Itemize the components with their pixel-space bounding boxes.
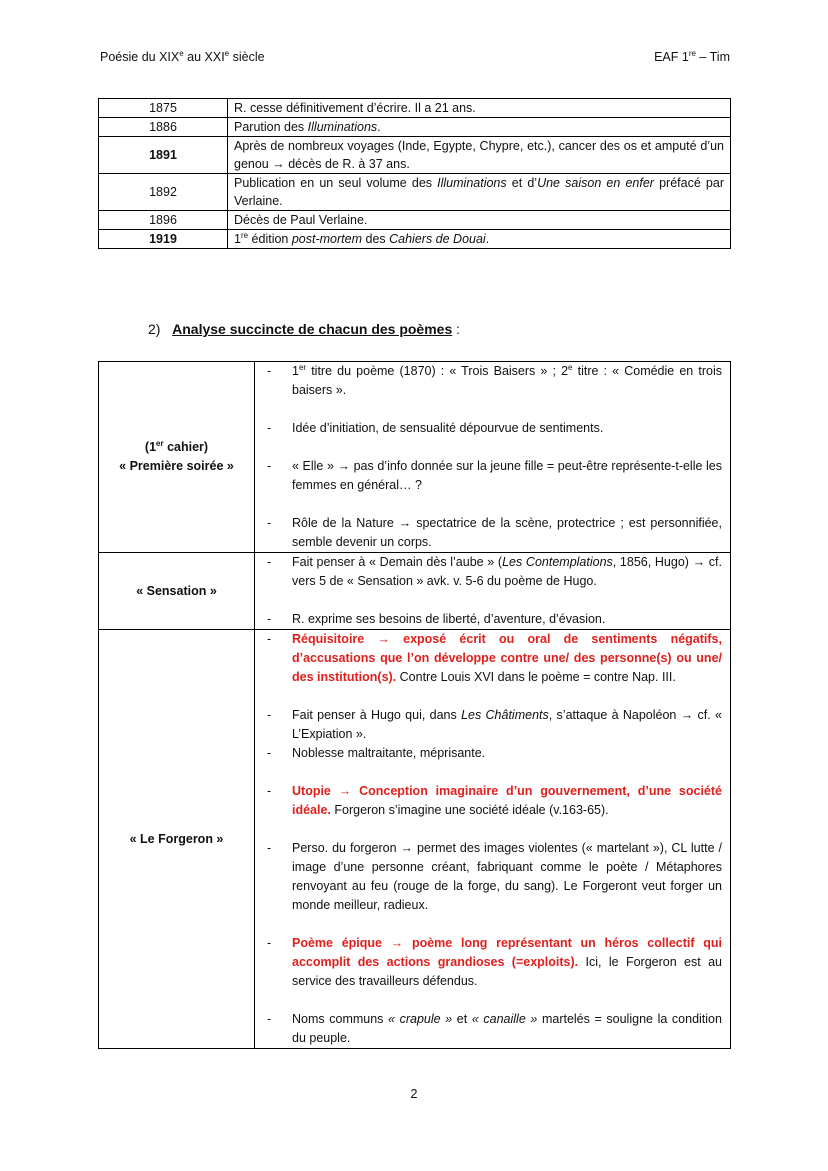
poem-title xyxy=(99,630,255,1049)
header-right: EAF 1re – Tim xyxy=(654,48,730,64)
poem-title-line: « Première soirée » xyxy=(119,459,234,473)
poem-title xyxy=(99,362,255,553)
chronology-year: 1875 xyxy=(99,99,228,118)
chronology-event: Publication en un seul volume des Illuminations et d’Une saison en enfer préfacé par Verlaine. xyxy=(228,174,731,211)
chronology-row xyxy=(99,137,731,174)
chronology-year: 1886 xyxy=(99,118,228,137)
chronology-row xyxy=(99,211,731,230)
analysis-item: - R. exprime ses besoins de liberté, d’aventure, d’évasion. xyxy=(267,610,722,629)
analysis-list xyxy=(267,553,722,629)
poems-analysis-table xyxy=(98,361,731,1049)
analysis-list xyxy=(267,630,722,1048)
page-number: 2 xyxy=(410,1087,418,1101)
page-header xyxy=(100,50,730,64)
poem-title-line: « Sensation » xyxy=(136,583,217,598)
chronology-table xyxy=(98,98,731,249)
chronology-row xyxy=(99,230,731,249)
analysis-item: - Poème épique → poème long représentant un héros collectif qui accomplit des actions grandioses (=exploits). Ici, le Forgeron est au service des travailleurs défendus. xyxy=(267,934,722,991)
chronology-event: Après de nombreux voyages (Inde, Egypte, Chypre, etc.), cancer des os et amputé d’un genou → décès de R. à 37 ans. xyxy=(228,137,731,174)
chronology-year: 1892 xyxy=(99,174,228,211)
section-number: 2) xyxy=(148,321,161,337)
chronology-year: 1896 xyxy=(99,211,228,230)
poem-analysis xyxy=(255,630,731,1049)
chronology-event: Décès de Paul Verlaine. xyxy=(228,211,731,230)
poem-title xyxy=(99,553,255,630)
section-title: 2) Analyse succincte de chacun des poèmes : xyxy=(148,321,461,337)
poem-title-line: « Le Forgeron » xyxy=(129,831,224,846)
chronology-year: 1891 xyxy=(99,137,228,174)
chronology-event: Parution des Illuminations. xyxy=(228,118,731,137)
poem-title-line: (1er cahier) xyxy=(144,438,209,454)
analysis-item: - « Elle » → pas d’info donnée sur la jeune fille = peut-être représente-t-elle les femmes en général… ? xyxy=(267,457,722,495)
poem-analysis xyxy=(255,553,731,630)
analysis-list xyxy=(267,362,722,552)
chronology-row xyxy=(99,174,731,211)
header-left: Poésie du XIXe au XXIe siècle xyxy=(100,48,265,64)
chronology-event: 1re édition post-mortem des Cahiers de Douai. xyxy=(228,230,731,249)
poem-row xyxy=(99,630,731,1049)
poem-row xyxy=(99,553,731,630)
analysis-item: - Réquisitoire → exposé écrit ou oral de sentiments négatifs, d’accusations que l’on développe contre une/ des personne(s) ou une/ des institution(s). Contre Louis XVI dans le poème = contre Nap. III. xyxy=(267,630,722,687)
analysis-item: - Idée d’initiation, de sensualité dépourvue de sentiments. xyxy=(267,419,722,438)
chronology-event: R. cesse définitivement d’écrire. Il a 21 ans. xyxy=(228,99,731,118)
analysis-item: - Noblesse maltraitante, méprisante. xyxy=(267,744,722,763)
analysis-item: - Rôle de la Nature → spectatrice de la scène, protectrice ; est personnifiée, semble devenir un corps. xyxy=(267,514,722,552)
section-heading: Analyse succincte de chacun des poèmes xyxy=(172,321,453,337)
chronology-row xyxy=(99,118,731,137)
analysis-item: - Fait penser à Hugo qui, dans Les Châtiments, s’attaque à Napoléon → cf. « L’Expiation ». xyxy=(267,706,722,744)
chronology-row xyxy=(99,99,731,118)
analysis-item: - Fait penser à « Demain dès l’aube » (Les Contemplations, 1856, Hugo) → cf. vers 5 de « Sensation » avk. v. 5-6 du poème de Hugo. xyxy=(267,553,722,591)
chronology-year: 1919 xyxy=(99,230,228,249)
analysis-item: - Perso. du forgeron → permet des images violentes (« martelant »), CL lutte / image d’une personne créant, fabriquant comme le poète / Métaphores renvoyant au feu (rouge de la forge, du sang). Le Forgeront veut forger un monde meilleur, radieux. xyxy=(267,839,722,915)
analysis-item: - Noms communs « crapule » et « canaille » martelés = souligne la condition du peuple. xyxy=(267,1010,722,1048)
analysis-item: - 1er titre du poème (1870) : « Trois Baisers » ; 2e titre : « Comédie en trois baisers ». xyxy=(267,362,722,400)
poem-analysis xyxy=(255,362,731,553)
analysis-item: - Utopie → Conception imaginaire d’un gouvernement, d’une société idéale. Forgeron s’imagine une société idéale (v.163-65). xyxy=(267,782,722,820)
poem-row xyxy=(99,362,731,553)
